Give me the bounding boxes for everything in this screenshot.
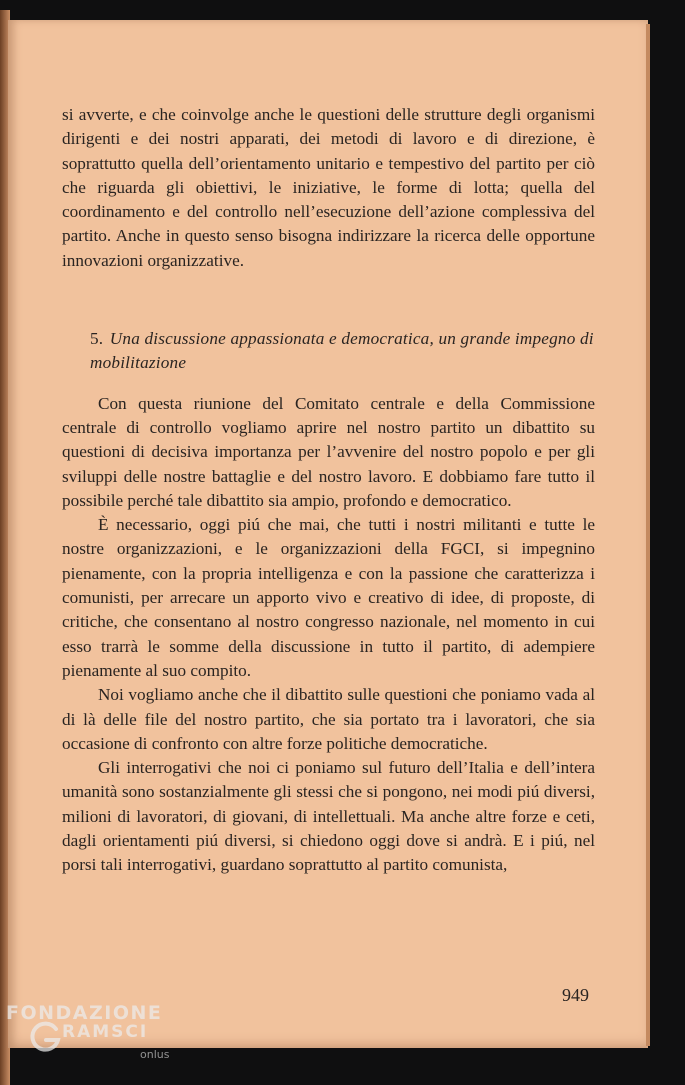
section-title: Una discussione appassionata e democratica, un grande impegno di mobilitazione	[90, 329, 594, 373]
page-number: 949	[562, 985, 589, 1005]
body-paragraph: È necessario, oggi piú che mai, che tutti i nostri militanti e tutte le nostre organizzazioni, e le organizzazioni della FGCI, si impegnino pienamente, con la propria intelligenza e con la passione che caratterizza i comunisti, per arrecare un apporto vivo e creativo di idee, di proposte, di critiche, che consentano al nostro congresso nazionale, nel momento in cui esso trarrà le somme della discussione in tutto il partito, di adempiere pienamente al suo compito.	[62, 515, 595, 680]
watermark-line2: RAMSCI	[62, 1022, 149, 1042]
body-paragraph: Gli interrogativi che noi ci poniamo sul futuro dell’Italia e dell’intera umanità sono sostanzialmente gli stessi che si pongono, nei modi piú diversi, milioni di lavoratori, di giovani, di intellettuali. Ma anche altre forze e ceti, dagli orientamenti piú diversi, si chiedono oggi dove si andrà. E i piú, nel porsi tali interrogativi, guardano soprattutto al partito comunista,	[62, 758, 595, 875]
watermark-line1: FONDAZIONE	[6, 1002, 163, 1024]
gramsci-logo-g-icon	[28, 1020, 62, 1054]
fondazione-gramsci-watermark	[6, 1002, 176, 1077]
body-paragraph: Noi vogliamo anche che il dibattito sulle questioni che poniamo vada al di là delle file del nostro partito, che sia portato tra i lavoratori, che sia occasione di confronto con altre forze politiche democratiche.	[62, 685, 595, 753]
page-right-edge	[646, 24, 650, 1046]
page-text-block	[62, 103, 595, 878]
watermark-onlus: onlus	[140, 1048, 170, 1061]
section-heading	[90, 327, 595, 376]
intro-paragraph: si avverte, e che coinvolge anche le questioni delle strutture degli organismi dirigenti e dei nostri apparati, dei metodi di lavoro e di direzione, è soprattutto quella dell’orientamento unitario e tempestivo del partito per ciò che riguarda gli obiettivi, le iniziative, le forme di lotta; quella del coordinamento e del controllo nell’esecuzione dell’azione complessiva del partito. Anche in questo senso bisogna indirizzare la ricerca delle opportune innovazioni organizzative.	[62, 105, 595, 270]
section-number: 5.	[90, 329, 104, 349]
body-paragraph: Con questa riunione del Comitato centrale e della Commissione centrale di controllo vogliamo aprire nel nostro partito un dibattito su questioni di decisiva importanza per l’avvenire del nostro popolo e per gli sviluppi delle nostre battaglie e del nostro lavoro. E dobbiamo fare tutto il possibile perché tale dibattito sia ampio, profondo e democratico.	[62, 393, 595, 510]
